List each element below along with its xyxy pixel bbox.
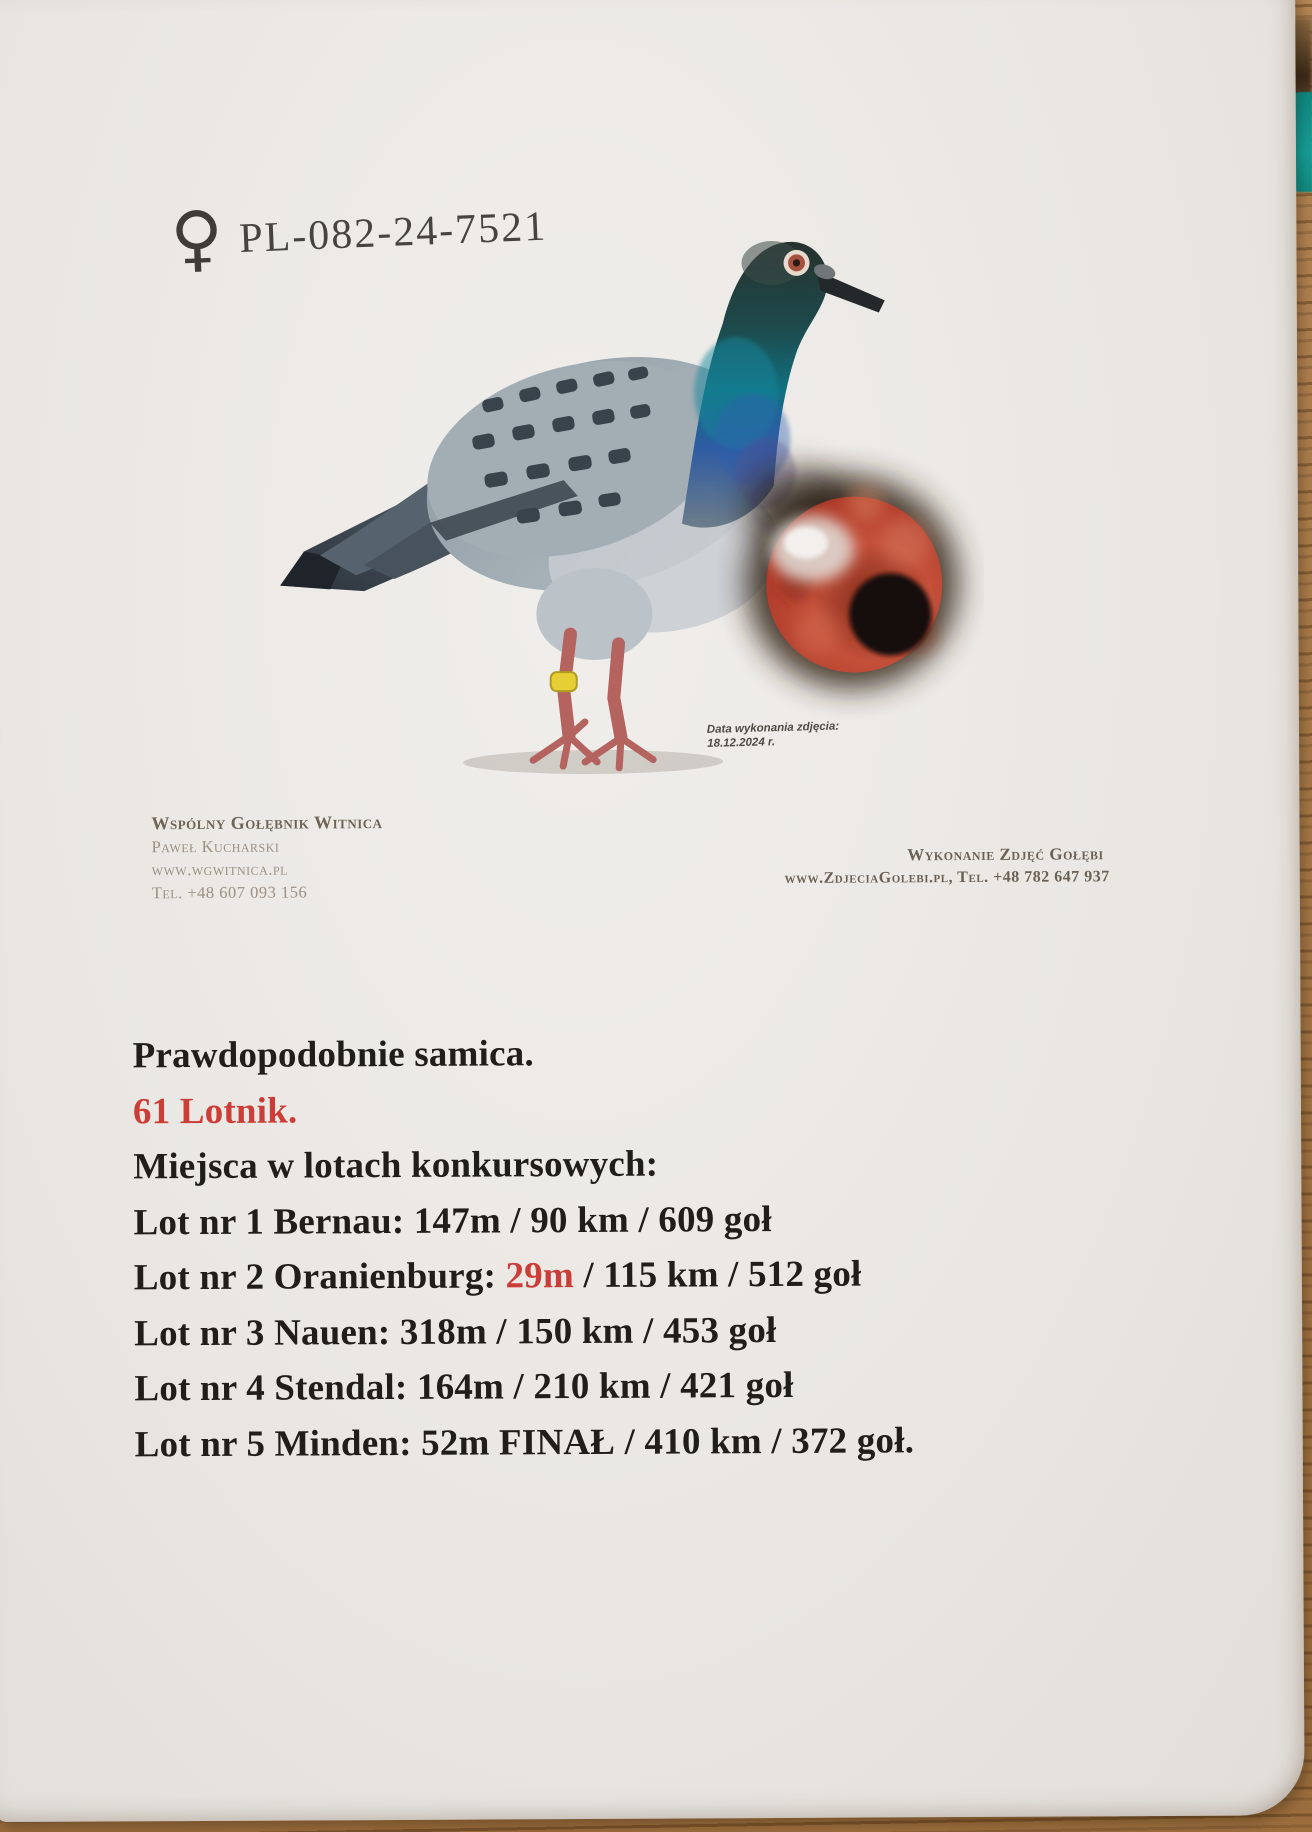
results-heading: Miejsca w lotach konkursowych: bbox=[133, 1143, 659, 1188]
breeder-info bbox=[151, 811, 383, 904]
result-line: Lot nr 3 Nauen: 318m / 150 km / 453 goł bbox=[134, 1309, 777, 1354]
photo-date-caption bbox=[707, 719, 858, 751]
photo-date-value: 18.12.2024 r. bbox=[707, 736, 776, 750]
result-line: Lot nr 5 Minden: 52m FINAŁ / 410 km / 372 goł. bbox=[134, 1419, 915, 1465]
description-block bbox=[133, 1023, 1115, 1472]
breeder-name: Wspólny Gołębnik Witnica bbox=[151, 812, 383, 834]
result-line: Lot nr 2 Oranienburg: 29m / 115 km / 512 goł bbox=[133, 1253, 862, 1299]
flyer-note: 61 Lotnik. bbox=[132, 1090, 298, 1132]
ring-number: PL-082-24-7521 bbox=[238, 203, 548, 262]
eye-photo bbox=[715, 432, 985, 721]
photo-date-label: Data wykonania zdjęcia: bbox=[706, 720, 840, 736]
photographer-title: Wykonanie Zdjęć Gołębi bbox=[907, 844, 1104, 865]
result-line: Lot nr 4 Stendal: 164m / 210 km / 421 goł bbox=[134, 1364, 794, 1410]
photographer-credit bbox=[692, 843, 1110, 890]
photographer-contact: www.ZdjeciaGolebi.pl, Tel. +48 782 647 937 bbox=[784, 867, 1110, 887]
result-line: Lot nr 1 Bernau: 147m / 90 km / 609 goł bbox=[133, 1198, 772, 1243]
leg-ring-band bbox=[551, 672, 577, 691]
breeder-phone: Tel. +48 607 093 156 bbox=[151, 882, 308, 903]
breeder-owner: Paweł Kucharski bbox=[151, 836, 280, 857]
sex-note: Prawdopodobnie samica. bbox=[132, 1033, 534, 1077]
female-symbol-icon: ♀ bbox=[168, 194, 225, 281]
eye-illustration bbox=[715, 432, 985, 721]
breeder-website: www.wgwitnica.pl bbox=[151, 859, 288, 880]
